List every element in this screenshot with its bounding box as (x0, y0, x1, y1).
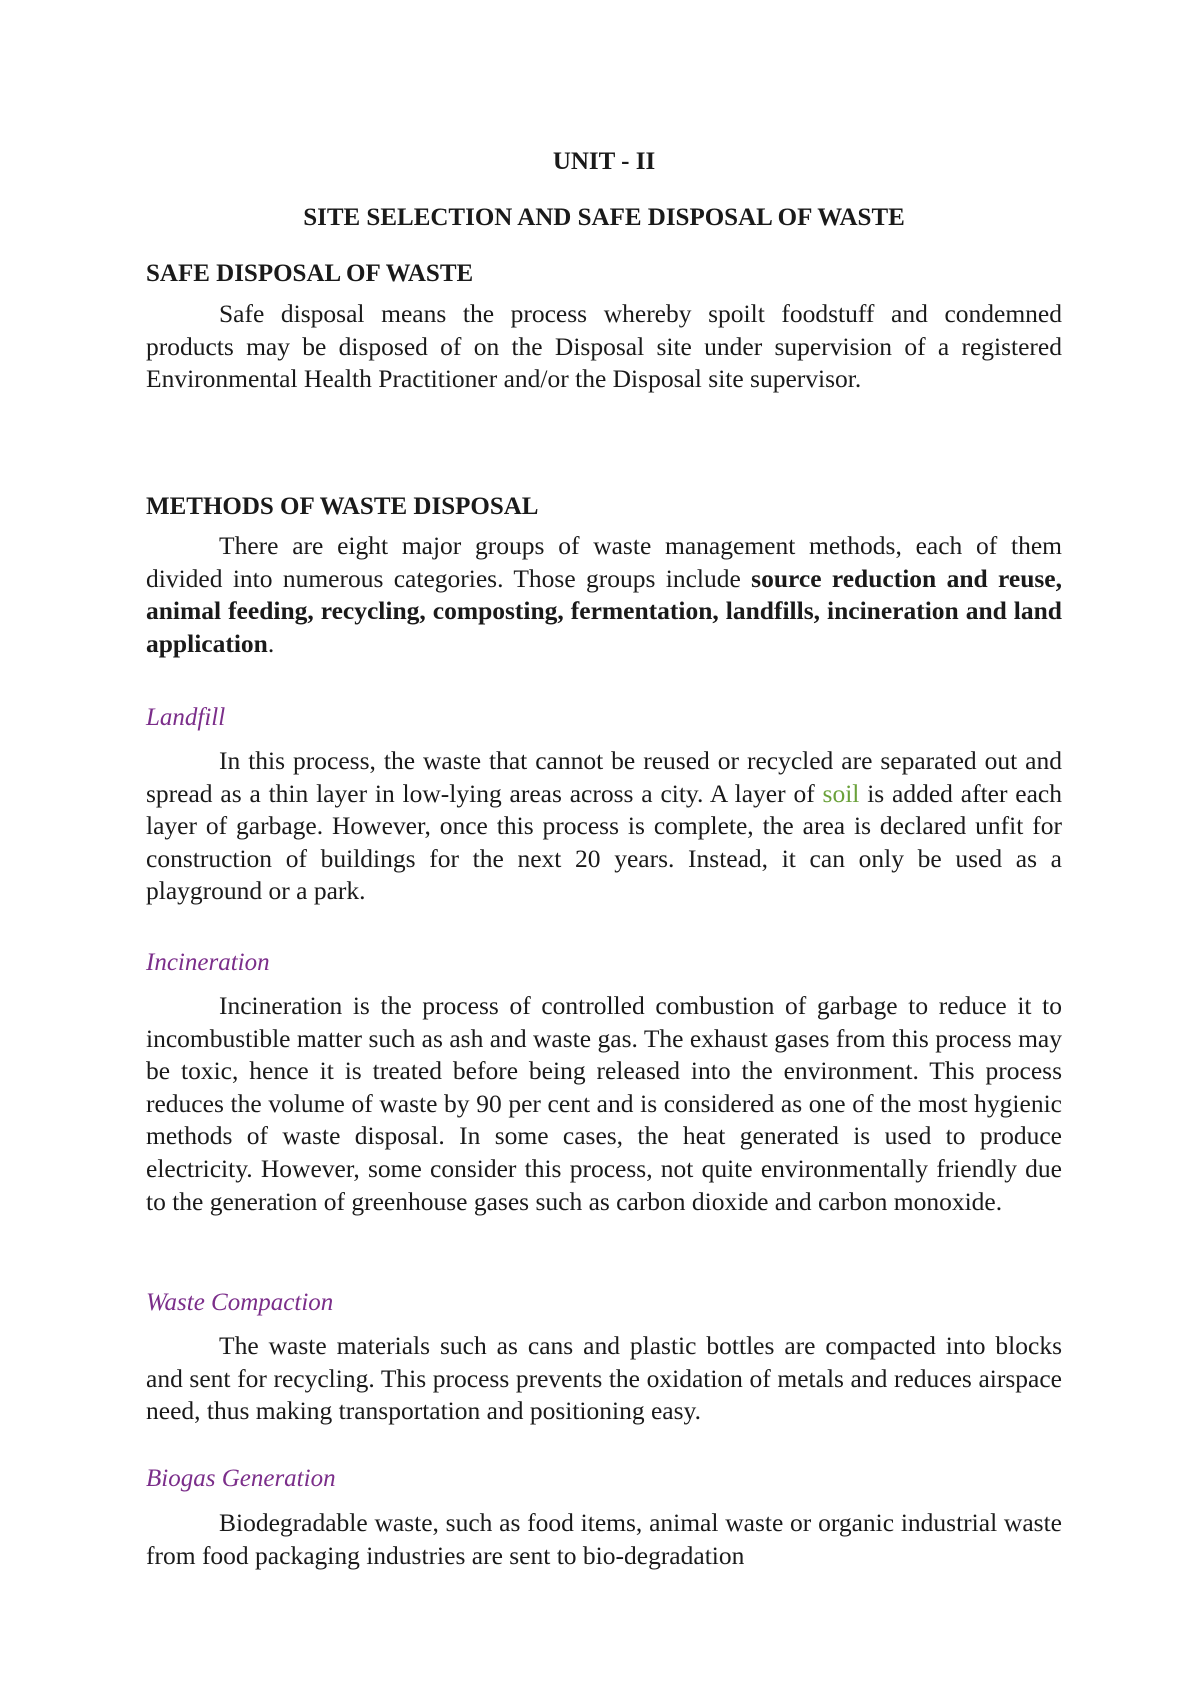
soil-link[interactable]: soil (822, 778, 860, 808)
waste-compaction-paragraph: The waste materials such as cans and plastic bottles are compacted into blocks and sent for recycling. This process prevents the oxidation of metals and reduces airspace need, thus making transportation and positioning easy. (146, 1331, 1062, 1426)
landfill-paragraph (146, 745, 1062, 908)
incineration-heading: Incineration (146, 949, 270, 976)
waste-compaction-heading: Waste Compaction (146, 1289, 334, 1316)
methods-paragraph-bold: source reduction and reuse, animal feeding, recycling, composting, fermentation, landfills, incineration and land application (146, 563, 1062, 658)
methods-heading: METHODS OF WASTE DISPOSAL (146, 493, 539, 520)
incineration-paragraph: Incineration is the process of controlled combustion of garbage to reduce it to incombustible matter such as ash and waste gas. The exhaust gases from this process may be toxic, hence it is treated before being released into the environment. This process reduces the volume of waste by 90 per cent and is considered as one of the most hygienic methods of waste disposal. In some cases, the heat generated is used to produce electricity. However, some consider this process, not quite environmentally friendly due to the generation of greenhouse gases such as carbon dioxide and carbon monoxide. (146, 991, 1062, 1216)
landfill-text-before: In this process, the waste that cannot be reused or recycled are separated out and spread as a thin layer in low-lying areas across a city. A layer of (146, 746, 1062, 808)
unit-title: UNIT - II (552, 148, 656, 175)
landfill-text-after: is added after each layer of garbage. However, once this process is complete, the area is declared unfit for construction of buildings for the next 20 years. Instead, it can only be used as a playground or a park. (146, 778, 1062, 906)
safe-disposal-heading: SAFE DISPOSAL OF WASTE (146, 260, 474, 287)
methods-paragraph-end: . (267, 628, 275, 658)
document-title: SITE SELECTION AND SAFE DISPOSAL OF WASTE (303, 204, 905, 231)
safe-disposal-paragraph: Safe disposal means the process whereby spoilt foodstuff and condemned products may be disposed of on the Disposal site under supervision of a registered Environmental Health Practitioner and/or the Disposal site supervisor. (146, 299, 1062, 394)
biogas-paragraph: Biodegradable waste, such as food items, animal waste or organic industrial waste from food packaging industries are sent to bio-degradation (146, 1508, 1062, 1570)
biogas-heading: Biogas Generation (146, 1465, 336, 1492)
methods-paragraph (146, 530, 1062, 660)
methods-paragraph-intro: There are eight major groups of waste management methods, each of them divided into numerous categories. Those groups include (146, 531, 1062, 593)
landfill-heading: Landfill (146, 704, 226, 731)
